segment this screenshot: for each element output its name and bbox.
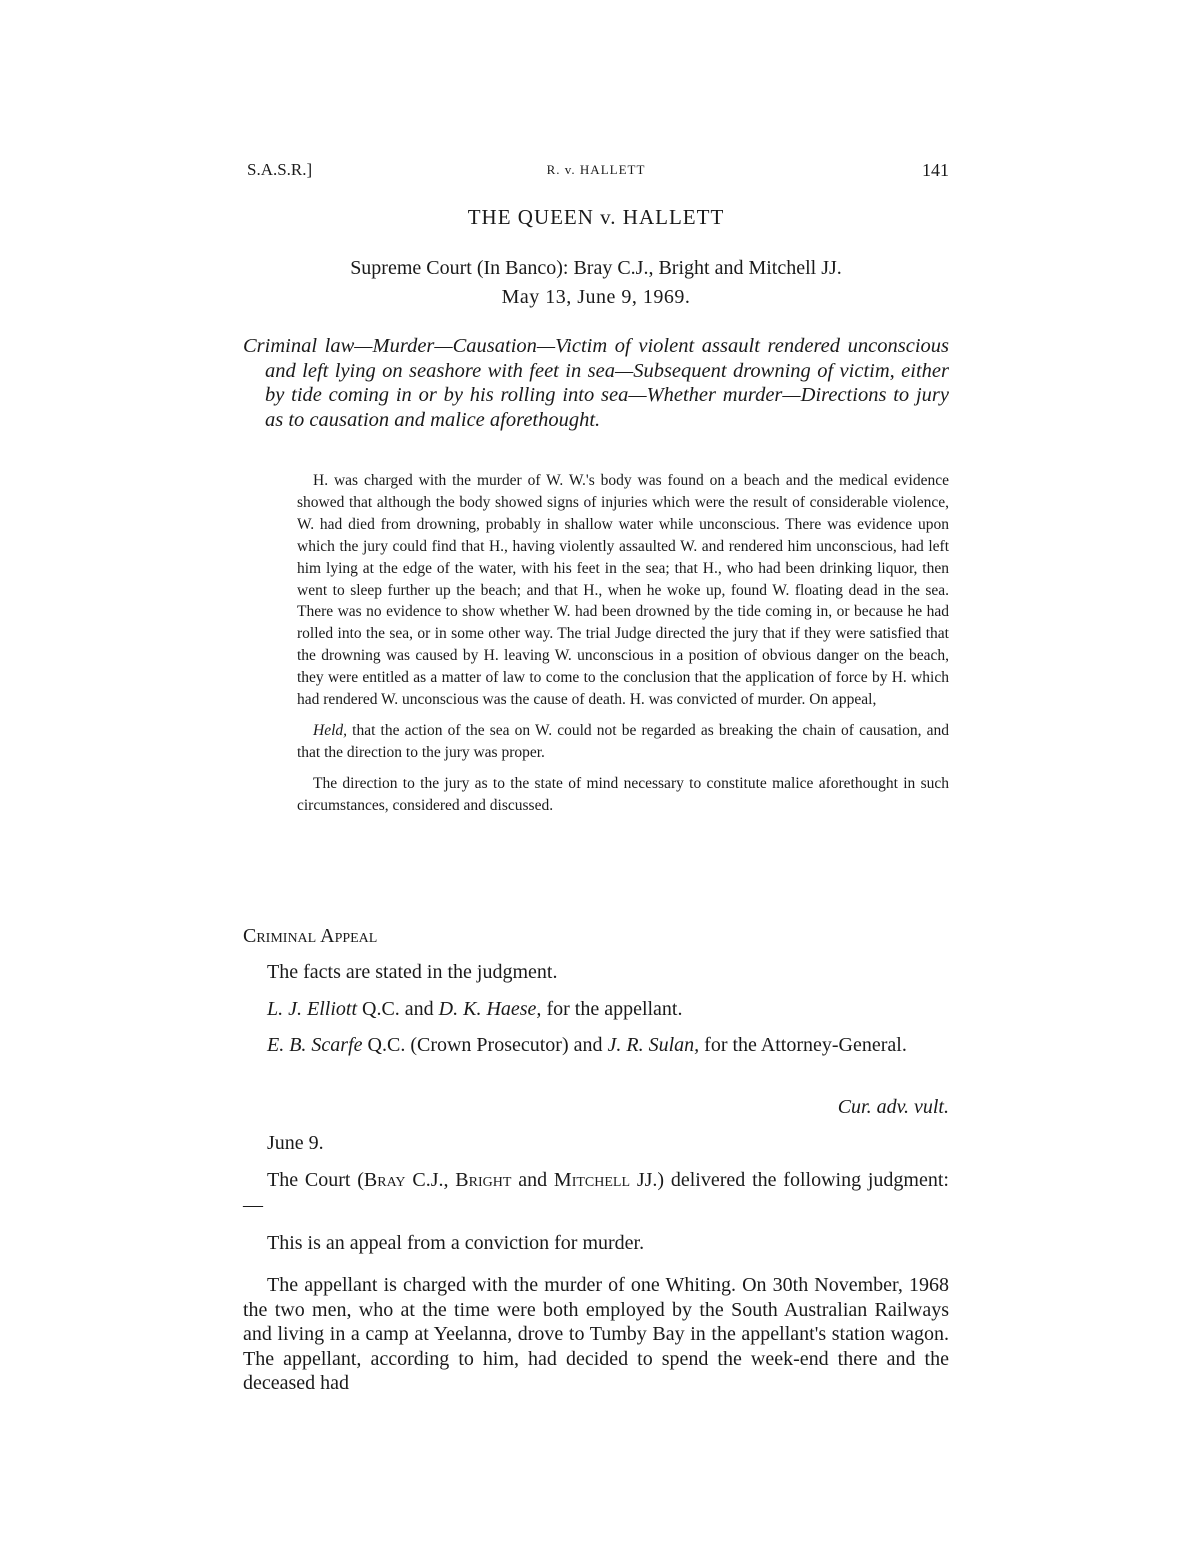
counsel-name: E. B. Scarfe: [267, 1034, 363, 1056]
headnote-direction: The direction to the jury as to the state of mind necessary to constitute malice aforethought in such circumstances, considered and discussed.: [297, 774, 949, 814]
report-abbreviation: S.A.S.R.]: [247, 160, 313, 179]
counsel-text: Q.C. and: [357, 998, 439, 1020]
judge-name: Mitchell: [553, 1169, 631, 1191]
delivered-text: C.J.,: [405, 1169, 456, 1191]
running-case-name: R. v. HALLETT: [546, 162, 646, 177]
counsel-respondent: [243, 1033, 949, 1058]
case-title: THE QUEEN v. HALLETT: [467, 205, 725, 229]
judgment-paragraph-1: This is an appeal from a conviction for murder.: [267, 1232, 645, 1254]
counsel-text: Q.C. (Crown Prosecutor) and: [362, 1034, 608, 1056]
held-label: Held,: [313, 721, 348, 739]
counsel-appellant: [243, 997, 949, 1022]
judge-name: Bright: [455, 1169, 512, 1191]
appeal-heading: Criminal Appeal: [243, 925, 378, 947]
judgment-date: June 9.: [267, 1132, 324, 1154]
counsel-name: J. R. Sulan,: [607, 1034, 700, 1056]
court-and-judges: Supreme Court (In Banco): Bray C.J., Bright and Mitchell JJ.: [350, 257, 842, 279]
delivered-text: and: [511, 1169, 554, 1191]
running-head: [243, 160, 949, 184]
judge-name: Bray: [363, 1169, 406, 1191]
page-number: 141: [922, 160, 949, 180]
headnote: [297, 470, 949, 817]
counsel-name: L. J. Elliott: [267, 998, 357, 1020]
held-text: that the action of the sea on W. could not be regarded as breaking the chain of causation, and that the direction to the jury was proper.: [297, 721, 949, 761]
delivered-text: The Court (: [267, 1169, 364, 1191]
headnote-held: [297, 720, 949, 764]
headnote-facts: H. was charged with the murder of W. W.'s body was found on a beach and the medical evidence showed that although the body showed signs of injuries which were the result of considerable violence, W. had died from drowning, probably in shallow water while unconscious. There was evidence upon which the jury could find that H., having violently assaulted W. and rendered him unconscious, had left him lying at the edge of the water, with his feet in the sea; that H., who had been drinking liquor, then went to sleep further up the beach; and that H., when he woke up, found W. floating dead in the sea. There was no evidence to show whether W. had been drowned by the tide coming in, or because he had rolled into the sea, or in some other way. The trial Judge directed the jury that if they were satisfied that the drowning was caused by H. leaving W. unconscious in a position of obvious danger on the beach, they were entitled as a matter of law to come to the conclusion that the application of force by H. which had rendered W. unconscious was the cause of death. H. was convicted of murder. On appeal,: [297, 472, 949, 709]
judgment-paragraph-2: The appellant is charged with the murder of one Whiting. On 30th November, 1968 the two men, who at the time were both employed by the South Australian Railways and living in a camp at Yeelanna, drove to Tumby Bay in the appellant's station wagon. The appellant, according to him, had decided to spend the week-end there and the deceased had: [243, 1274, 949, 1394]
delivered-text: JJ.) delivered the following judgment:—: [243, 1169, 949, 1216]
cur-adv-vult: [243, 1095, 949, 1120]
cur-adv-vult-text: Cur. adv. vult.: [837, 1096, 949, 1118]
delivered-line: [243, 1168, 949, 1217]
counsel-role: for the Attorney-General.: [699, 1034, 907, 1056]
counsel-name: D. K. Haese,: [438, 998, 542, 1020]
hearing-dates: May 13, June 9, 1969.: [501, 286, 691, 308]
facts-stated: The facts are stated in the judgment.: [267, 961, 558, 983]
catchwords: Criminal law—Murder—Causation—Victim of violent assault rendered unconscious and left lying on seashore with feet in sea—Subsequent drowning of victim, either by tide coming in or by his rolling into sea—Whether murder—Directions to jury as to causation and malice aforethought.: [243, 335, 949, 431]
counsel-role: for the appellant.: [541, 998, 683, 1020]
